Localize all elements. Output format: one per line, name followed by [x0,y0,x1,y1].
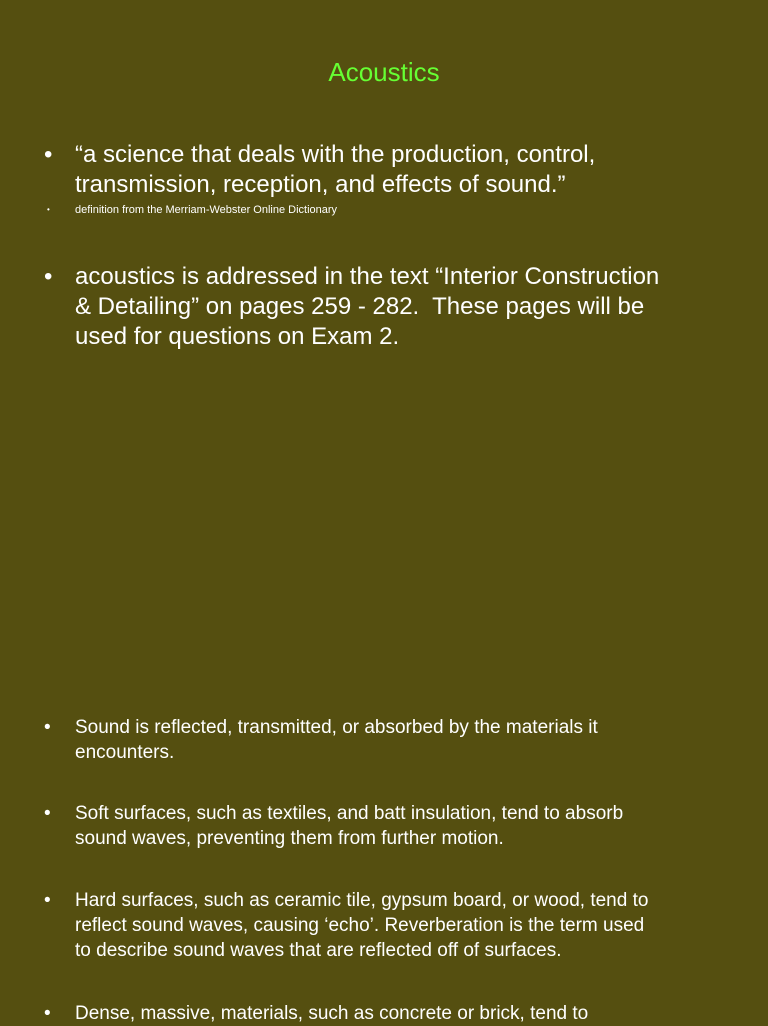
bullet-dot: • [44,141,53,168]
definition-text: “a science that deals with the production, control, transmission, reception, and effects of sound.” [75,141,596,198]
dense-materials-text: Dense, massive, materials, such as concrete or brick, tend to [75,1003,589,1024]
bullet-dot: • [44,1003,51,1024]
source-text: definition from the Merriam-Webster Online Dictionary [75,204,338,216]
bullet-dot: • [44,263,53,290]
bullet-dot: • [44,803,51,824]
bullet-dot: • [44,890,51,911]
bullet-dot: • [44,717,51,738]
textbook-text: acoustics is addressed in the text “Interior Construction & Detailing” on pages 259 - 282. These pages will be used for questions on Exam 2. [75,263,660,350]
hard-surfaces-text: Hard surfaces, such as ceramic tile, gypsum board, or wood, tend to reflect sound waves, causing ‘echo’. Reverberation is the term used to describe sound waves that are reflected off of surfaces. [75,890,649,961]
slide-title: Acoustics [328,57,440,87]
sound-reflected-text: Sound is reflected, transmitted, or absorbed by the materials it encounters. [75,717,598,763]
bullet-dot: • [47,205,50,214]
soft-surfaces-text: Soft surfaces, such as textiles, and batt insulation, tend to absorb sound waves, preventing them from further motion. [75,803,624,849]
